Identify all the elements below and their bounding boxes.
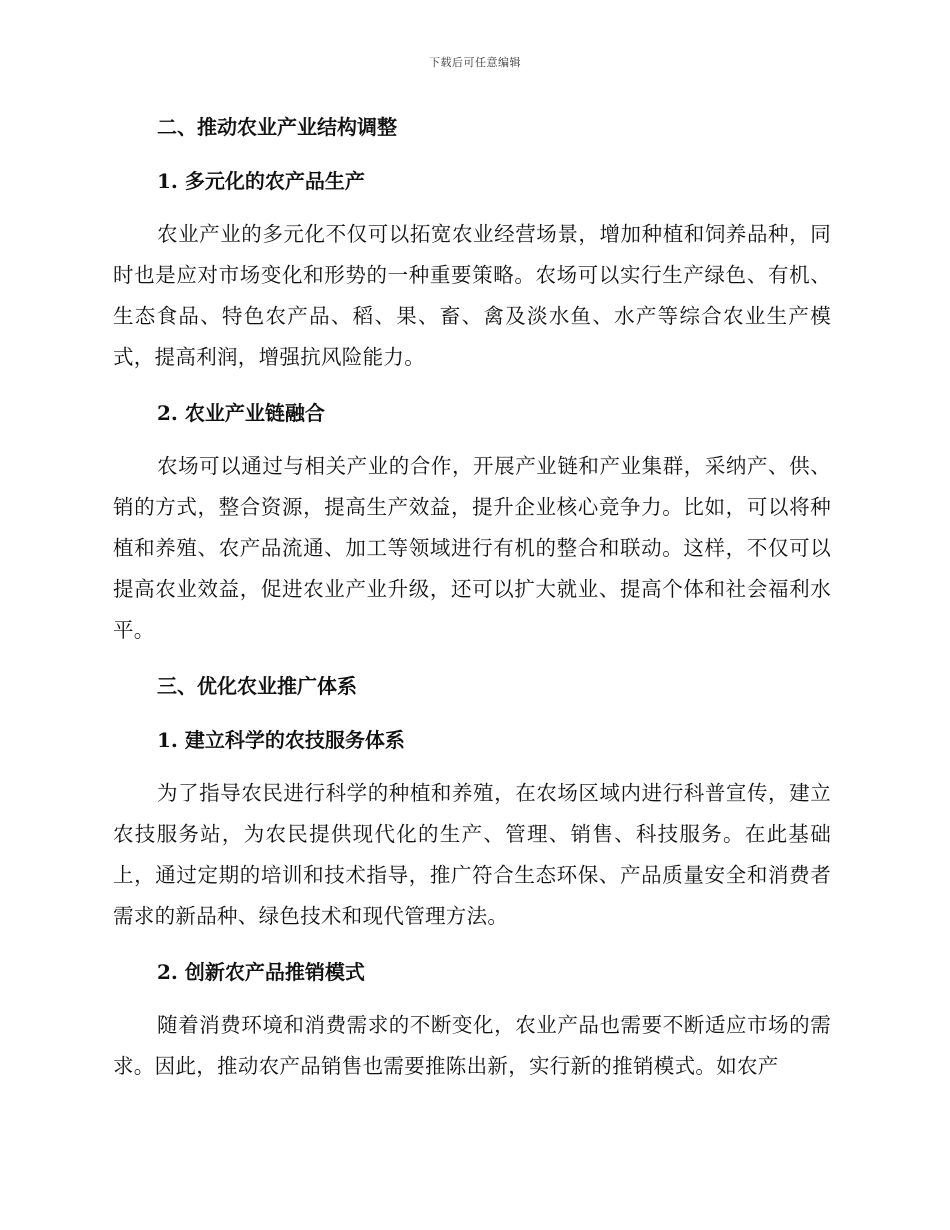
document-body — [113, 108, 831, 1103]
paragraph-3-1: 为了指导农民进行科学的种植和养殖，在农场区域内进行科普宣传，建立农技服务站，为农民提供现代化的生产、管理、销售、科技服务。在此基础上，通过定期的培训和技术指导，推广符合生态环保、产品质量安全和消费者需求的新品种、绿色技术和现代管理方法。 — [113, 781, 831, 928]
subsection-heading-2-2: 2. 农业产业链融合 — [157, 401, 325, 425]
page-header: 下载后可任意编辑 — [429, 56, 521, 69]
subsection-heading-3-2: 2. 创新农产品推销模式 — [157, 960, 365, 984]
section-heading-2: 二、推动农业产业结构调整 — [157, 115, 397, 139]
paragraph-2-2: 农场可以通过与相关产业的合作，开展产业链和产业集群，采纳产、供、销的方式，整合资源，提高生产效益，提升企业核心竞争力。比如，可以将种植和养殖、农产品流通、加工等领域进行有机的整合和联动。这样，不仅可以提高农业效益，促进农业产业升级，还可以扩大就业、提高个体和社会福利水平。 — [113, 454, 831, 642]
subsection-heading-2-1: 1. 多元化的农产品生产 — [157, 169, 365, 193]
paragraph-3-2: 随着消费环境和消费需求的不断变化，农业产品也需要不断适应市场的需求。因此，推动农产品销售也需要推陈出新，实行新的推销模式。如农产 — [113, 1013, 831, 1078]
subsection-heading-3-1: 1. 建立科学的农技服务体系 — [157, 728, 405, 752]
section-heading-3: 三、优化农业推广体系 — [157, 674, 357, 698]
paragraph-2-1: 农业产业的多元化不仅可以拓宽农业经营场景，增加种植和饲养品种，同时也是应对市场变化和形势的一种重要策略。农场可以实行生产绿色、有机、生态食品、特色农产品、稻、果、畜、禽及淡水鱼、水产等综合农业生产模式，提高利润，增强抗风险能力。 — [113, 222, 831, 369]
